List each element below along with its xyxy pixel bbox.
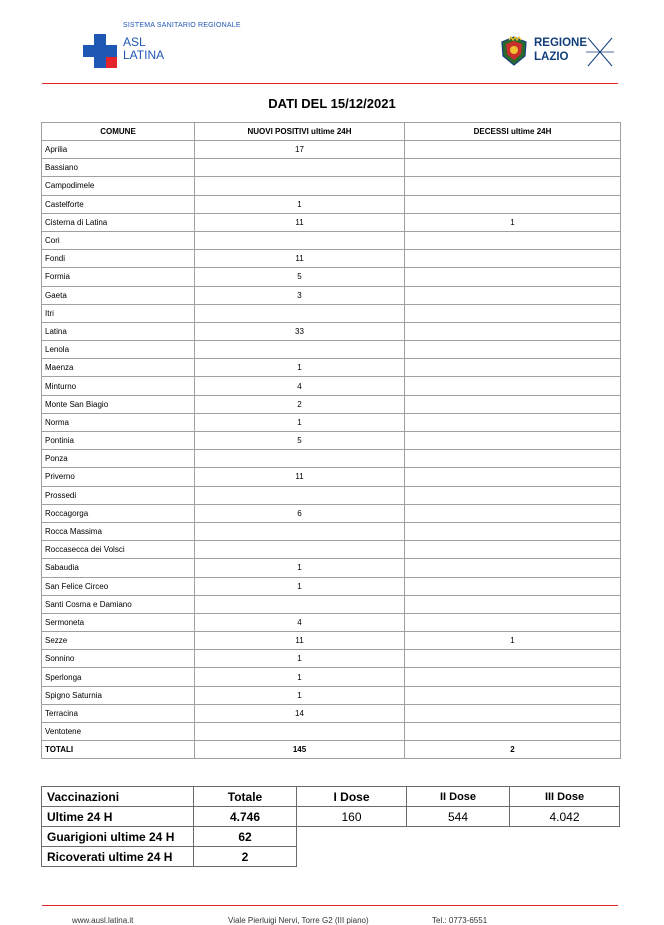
vaccination-header-row <box>42 787 620 807</box>
positivi-cell <box>195 595 405 613</box>
comune-cell: Lenola <box>42 341 195 359</box>
table-row <box>42 577 621 595</box>
comune-cell: Prossedi <box>42 486 195 504</box>
decessi-cell: 1 <box>405 213 621 231</box>
table-row <box>42 650 621 668</box>
table-row <box>42 522 621 540</box>
decessi-cell <box>405 468 621 486</box>
totale-value: 4.746 <box>194 807 297 827</box>
decessi-cell <box>405 304 621 322</box>
asl-subtitle: SISTEMA SANITARIO REGIONALE <box>123 22 241 29</box>
asl-name-line1: ASL <box>123 35 146 49</box>
guarigioni-value: 62 <box>194 827 297 847</box>
covid-data-table <box>41 122 621 759</box>
footer-website-link[interactable]: www.ausl.latina.it <box>72 916 134 925</box>
positivi-cell <box>195 450 405 468</box>
positivi-cell: 11 <box>195 213 405 231</box>
vaccination-values-row <box>42 807 620 827</box>
regione-lazio-emblem-icon <box>500 36 528 66</box>
ultime-24h-label: Ultime 24 H <box>42 807 194 827</box>
positivi-cell <box>195 231 405 249</box>
table-row <box>42 231 621 249</box>
comune-cell: Sermoneta <box>42 613 195 631</box>
decessi-cell <box>405 559 621 577</box>
ricoverati-value: 2 <box>194 847 297 867</box>
totals-decessi: 2 <box>405 741 621 759</box>
totals-row <box>42 741 621 759</box>
table-header-row <box>42 123 621 141</box>
table-row <box>42 504 621 522</box>
comune-cell: Terracina <box>42 704 195 722</box>
positivi-cell <box>195 159 405 177</box>
comune-cell: Ventotene <box>42 723 195 741</box>
decessi-cell <box>405 723 621 741</box>
comune-cell: Ponza <box>42 450 195 468</box>
table-row <box>42 613 621 631</box>
comune-cell: Sonnino <box>42 650 195 668</box>
column-header-comune: COMUNE <box>42 123 195 141</box>
comune-cell: Castelforte <box>42 195 195 213</box>
comune-cell: Monte San Biagio <box>42 395 195 413</box>
table-row <box>42 432 621 450</box>
table-row <box>42 704 621 722</box>
ricoverati-row <box>42 847 620 867</box>
positivi-cell <box>195 541 405 559</box>
decessi-cell <box>405 595 621 613</box>
decessi-cell <box>405 141 621 159</box>
page-title: DATI DEL 15/12/2021 <box>268 96 396 111</box>
positivi-cell: 33 <box>195 322 405 340</box>
comune-cell: Sabaudia <box>42 559 195 577</box>
decessi-cell <box>405 486 621 504</box>
comune-cell: Rocca Massima <box>42 522 195 540</box>
table-row <box>42 177 621 195</box>
decessi-cell <box>405 195 621 213</box>
header-divider <box>42 83 618 84</box>
comune-cell: Gaeta <box>42 286 195 304</box>
table-row <box>42 595 621 613</box>
decessi-cell: 1 <box>405 632 621 650</box>
decessi-cell <box>405 613 621 631</box>
comune-cell: Fondi <box>42 250 195 268</box>
table-row <box>42 413 621 431</box>
decessi-cell <box>405 650 621 668</box>
comune-cell: Roccagorga <box>42 504 195 522</box>
positivi-cell: 11 <box>195 632 405 650</box>
table-row <box>42 213 621 231</box>
decessi-cell <box>405 268 621 286</box>
table-row <box>42 304 621 322</box>
totals-positivi: 145 <box>195 741 405 759</box>
table-row <box>42 468 621 486</box>
vaccination-table <box>41 786 620 867</box>
regione-lazio-text <box>534 36 587 64</box>
decessi-cell <box>405 541 621 559</box>
positivi-cell <box>195 486 405 504</box>
positivi-cell <box>195 304 405 322</box>
table-row <box>42 395 621 413</box>
table-row <box>42 322 621 340</box>
footer-divider <box>42 905 618 906</box>
comune-cell: Santi Cosma e Damiano <box>42 595 195 613</box>
decessi-cell <box>405 686 621 704</box>
footer-phone: Tel.: 0773-6551 <box>432 916 488 925</box>
positivi-cell: 3 <box>195 286 405 304</box>
positivi-cell: 17 <box>195 141 405 159</box>
positivi-cell <box>195 341 405 359</box>
dose3-value: 4.042 <box>510 807 620 827</box>
lazio-line2: LAZIO <box>534 51 569 63</box>
decessi-cell <box>405 668 621 686</box>
positivi-cell: 5 <box>195 268 405 286</box>
asl-name <box>123 36 164 62</box>
comune-cell: Latina <box>42 322 195 340</box>
positivi-cell: 6 <box>195 504 405 522</box>
comune-cell: Norma <box>42 413 195 431</box>
decessi-cell <box>405 395 621 413</box>
positivi-cell: 11 <box>195 250 405 268</box>
decessi-cell <box>405 159 621 177</box>
comune-cell: Maenza <box>42 359 195 377</box>
table-row <box>42 541 621 559</box>
positivi-cell: 4 <box>195 377 405 395</box>
positivi-cell: 5 <box>195 432 405 450</box>
comune-cell: Sezze <box>42 632 195 650</box>
table-row <box>42 723 621 741</box>
footer-address: Viale Pierluigi Nervi, Torre G2 (III piano) <box>228 916 369 925</box>
comune-cell: San Felice Circeo <box>42 577 195 595</box>
lazio-line1: REGIONE <box>534 37 588 49</box>
table-row <box>42 250 621 268</box>
positivi-cell <box>195 522 405 540</box>
asl-latina-logo <box>83 22 243 72</box>
table-row <box>42 141 621 159</box>
positivi-cell: 1 <box>195 413 405 431</box>
decessi-cell <box>405 413 621 431</box>
comune-cell: Formia <box>42 268 195 286</box>
asl-name-line2: LATINA <box>123 48 165 62</box>
comune-cell: Sperlonga <box>42 668 195 686</box>
asl-cross-icon <box>83 34 117 68</box>
positivi-cell: 1 <box>195 359 405 377</box>
table-row <box>42 450 621 468</box>
decessi-cell <box>405 177 621 195</box>
guarigioni-row <box>42 827 620 847</box>
table-row <box>42 341 621 359</box>
positivi-cell: 1 <box>195 195 405 213</box>
comune-cell: Pontinia <box>42 432 195 450</box>
regione-lazio-logo <box>500 34 615 70</box>
table-row <box>42 377 621 395</box>
table-row <box>42 359 621 377</box>
totals-label: TOTALI <box>42 741 195 759</box>
comune-cell: Itri <box>42 304 195 322</box>
vaccinazioni-label: Vaccinazioni <box>42 787 194 807</box>
positivi-cell: 1 <box>195 650 405 668</box>
positivi-cell: 14 <box>195 704 405 722</box>
dose1-value: 160 <box>297 807 407 827</box>
table-row <box>42 668 621 686</box>
positivi-cell: 1 <box>195 559 405 577</box>
dose2-value: 544 <box>407 807 510 827</box>
comune-cell: Aprilia <box>42 141 195 159</box>
comune-cell: Minturno <box>42 377 195 395</box>
comune-cell: Roccasecca dei Volsci <box>42 541 195 559</box>
decessi-cell <box>405 577 621 595</box>
decessi-cell <box>405 359 621 377</box>
dose3-header: III Dose <box>510 787 620 807</box>
column-header-positivi: NUOVI POSITIVI ultime 24H <box>195 123 405 141</box>
table-row <box>42 632 621 650</box>
positivi-cell: 1 <box>195 668 405 686</box>
table-row <box>42 686 621 704</box>
decessi-cell <box>405 504 621 522</box>
dose2-header: II Dose <box>407 787 510 807</box>
decessi-cell <box>405 231 621 249</box>
table-row <box>42 195 621 213</box>
totale-header: Totale <box>194 787 297 807</box>
positivi-cell: 1 <box>195 686 405 704</box>
comune-cell: Spigno Saturnia <box>42 686 195 704</box>
comune-cell: Bassiano <box>42 159 195 177</box>
positivi-cell: 1 <box>195 577 405 595</box>
decessi-cell <box>405 322 621 340</box>
document-header <box>0 0 664 90</box>
decessi-cell <box>405 704 621 722</box>
decessi-cell <box>405 341 621 359</box>
positivi-cell: 2 <box>195 395 405 413</box>
decessi-cell <box>405 250 621 268</box>
column-header-decessi: DECESSI ultime 24H <box>405 123 621 141</box>
table-row <box>42 286 621 304</box>
lazio-chevron-icon <box>586 36 614 68</box>
decessi-cell <box>405 450 621 468</box>
guarigioni-label: Guarigioni ultime 24 H <box>42 827 194 847</box>
ricoverati-label: Ricoverati ultime 24 H <box>42 847 194 867</box>
comune-cell: Priverno <box>42 468 195 486</box>
positivi-cell: 4 <box>195 613 405 631</box>
decessi-cell <box>405 377 621 395</box>
decessi-cell <box>405 432 621 450</box>
positivi-cell <box>195 723 405 741</box>
decessi-cell <box>405 522 621 540</box>
comune-cell: Campodimele <box>42 177 195 195</box>
table-row <box>42 159 621 177</box>
positivi-cell: 11 <box>195 468 405 486</box>
comune-cell: Cisterna di Latina <box>42 213 195 231</box>
decessi-cell <box>405 286 621 304</box>
comune-cell: Cori <box>42 231 195 249</box>
table-row <box>42 559 621 577</box>
table-row <box>42 268 621 286</box>
dose1-header: I Dose <box>297 787 407 807</box>
positivi-cell <box>195 177 405 195</box>
table-row <box>42 486 621 504</box>
table-body <box>42 141 621 759</box>
